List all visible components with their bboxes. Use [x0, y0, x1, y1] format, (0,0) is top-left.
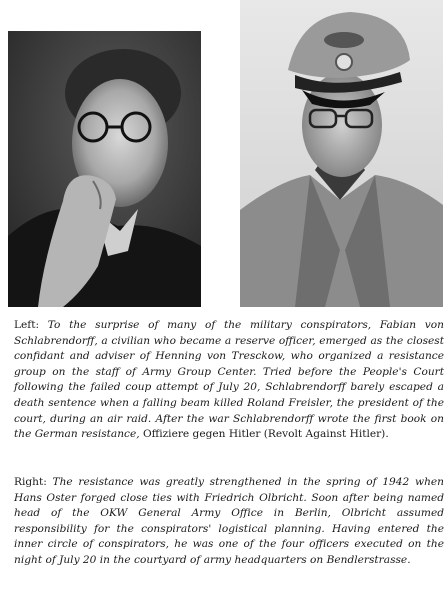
caption-lead-right: Right:: [14, 476, 47, 488]
caption-book-title: Offiziere gegen Hitler (Revolt Against Hitler).: [143, 428, 389, 441]
caption-text-right: The resistance was greatly strengthened in the spring of 1942 when Hans Oster forged close ties with Friedrich Olbricht. Soon after being named head of the OKW General Army Office in Berlin, Olbricht assumed responsibility for the conspirators' logistical planning. Having entered the inner circle of conspirators, he was one of the four officers executed on the night of July 20 in the courtyard of army headquarters on Bendlerstrasse.: [14, 476, 444, 566]
caption-left: [14, 318, 444, 443]
caption-right: [14, 475, 444, 569]
caption-lead-left: Left:: [14, 319, 40, 331]
portrait-image: [240, 0, 443, 307]
portrait-image: [8, 31, 201, 307]
photo-schlabrendorff: [8, 31, 201, 307]
photo-olbricht: [240, 0, 443, 307]
caption-text-left: To the surprise of many of the military conspirators, Fabian von Schlabrendorff, a civilian who became a reserve officer, emerged as the closest confidant and adviser of Henning von Tresckow, who organized a resistance group on the staff of Army Group Center. Tried before the People's Court following the failed coup attempt of July 20, Schlabrendorff barely escaped a death sentence when a falling beam killed Roland Freisler, the president of the court, during an air raid. After the war Schlabrendorff wrote the first book on the German resistance,: [14, 319, 444, 441]
